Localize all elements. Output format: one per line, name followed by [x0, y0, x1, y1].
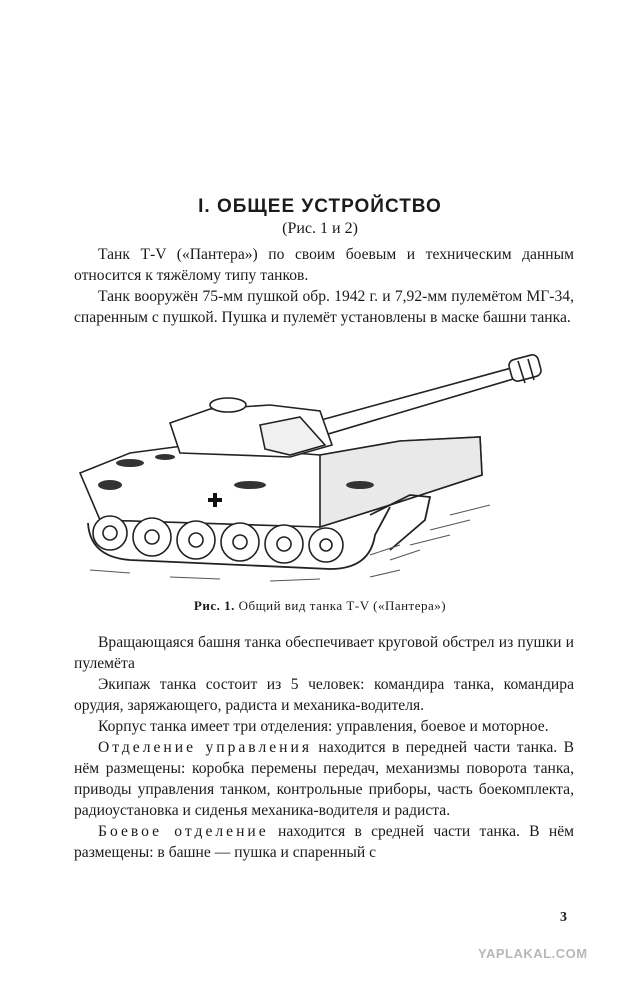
- section-subtitle: (Рис. 1 и 2): [282, 220, 358, 237]
- paragraph-fighting-compartment: [74, 821, 574, 863]
- paragraph-crew: Экипаж танка состоит из 5 человек: командира танка, командира орудия, заряжающего, радиста и механика-водителя.: [74, 676, 574, 714]
- tank-illustration: [70, 345, 560, 595]
- control-compartment-term: Отделение управления: [98, 739, 313, 756]
- paragraph-armament: Танк вооружён 75-мм пушкой обр. 1942 г. и 7,92-мм пулемётом МГ-34, спаренным с пушкой. Пушка и пулемёт установлены в маске башни танка.: [74, 288, 574, 326]
- intro-text: [74, 244, 574, 328]
- figure-caption-text: Общий вид танка Т-V («Пантера»): [238, 598, 447, 613]
- gun-barrel: [310, 353, 542, 437]
- fighting-compartment-text: находится в средней части танка. В нём размещены: в башне — пушка и спаренный с: [74, 823, 575, 861]
- body-text: [74, 632, 574, 863]
- paragraph-control-compartment: [74, 737, 574, 821]
- figure-label: Рис. 1.: [193, 598, 235, 613]
- page-number: 3: [560, 910, 567, 925]
- paragraph-compartments: Корпус танка имеет три отделения: управления, боевое и моторное.: [98, 718, 549, 735]
- control-compartment-text: находится в передней части танка. В нём размещены: коробка перемены передач, механизмы поворота танка, приводы управления танком, контрольные приборы, часть боекомплекта, радиоустановка и сиденья механика-водителя и радиста.: [74, 739, 574, 819]
- paragraph-turret: Вращающаяся башня танка обеспечивает круговой обстрел из пушки и пулемёта: [74, 634, 574, 672]
- section-title: I. ОБЩЕЕ УСТРОЙСТВО: [198, 196, 442, 217]
- figure-caption: [0, 598, 640, 614]
- fighting-compartment-term: Боевое отделение: [98, 823, 269, 840]
- watermark: YAPLAKAL.COM: [478, 946, 588, 961]
- paragraph-classification: Танк Т-V («Пантера») по своим боевым и техническим данным относится к тяжёлому типу танков.: [74, 246, 574, 284]
